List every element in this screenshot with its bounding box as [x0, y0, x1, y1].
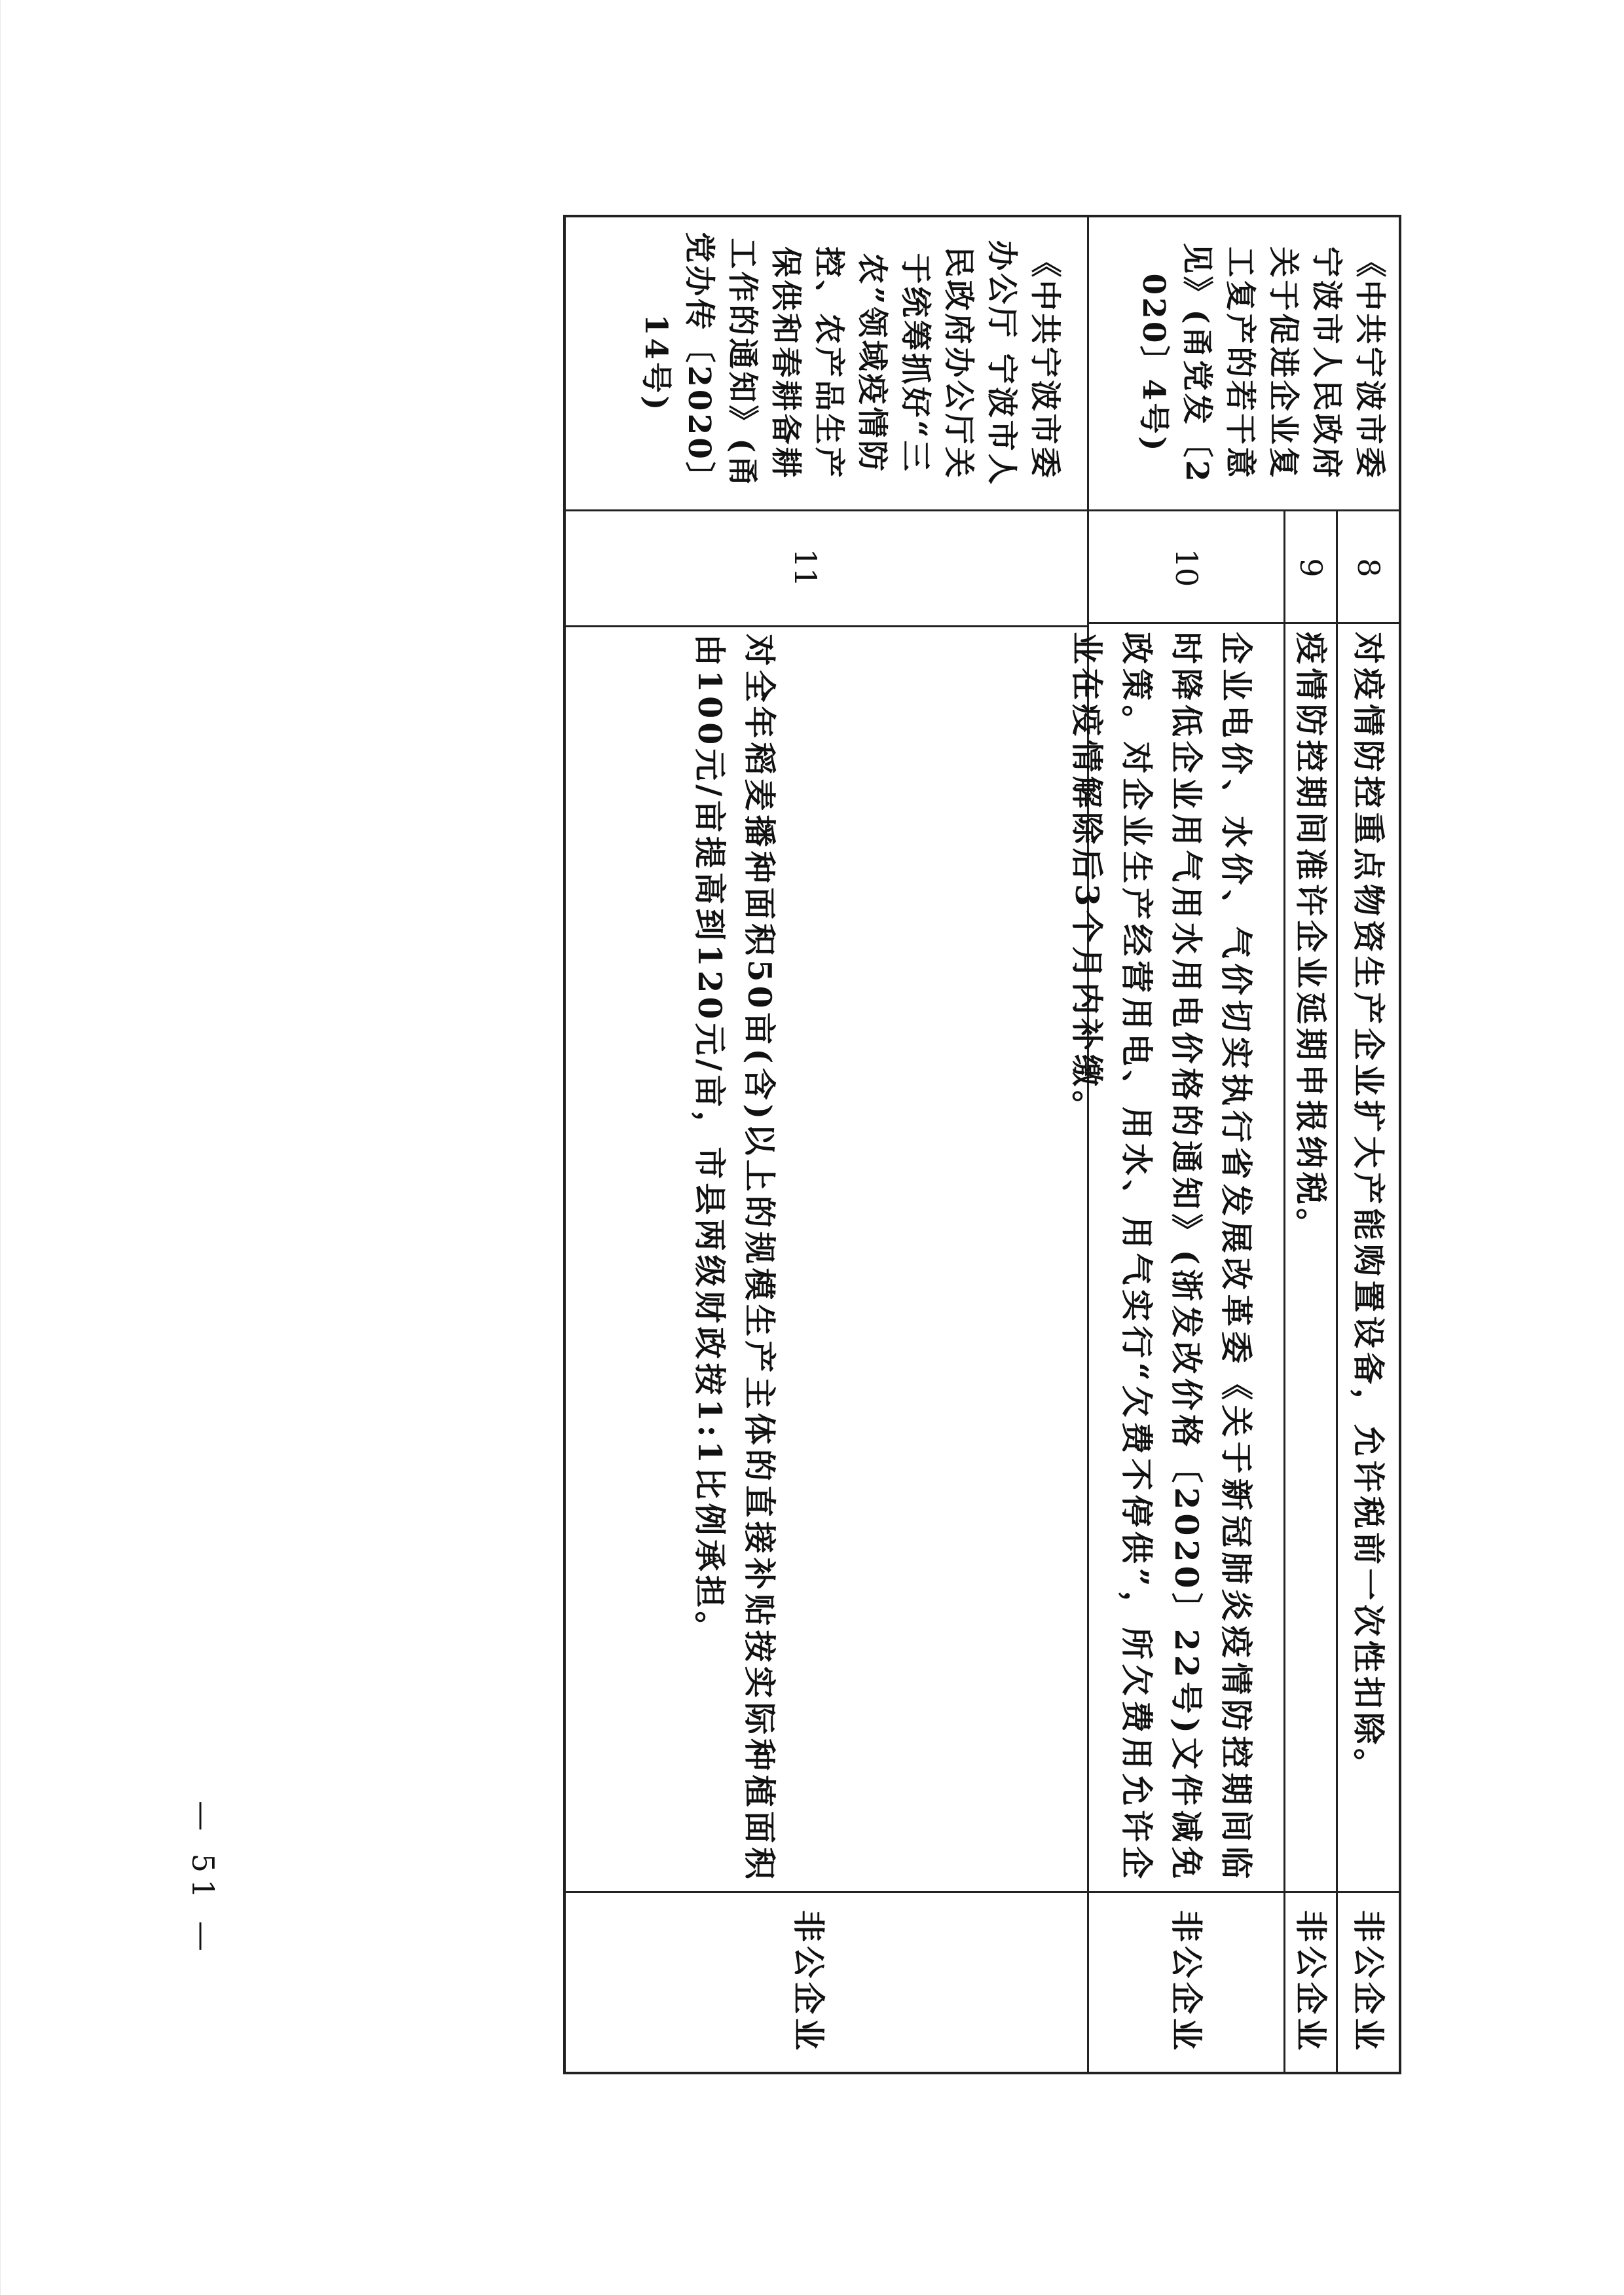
row-scope: 非公企业 — [1350, 1909, 1388, 2054]
row-10-content-cell — [1068, 625, 1283, 1889]
page-number — [164, 1781, 242, 1977]
row-9-content-cell — [1285, 625, 1336, 1889]
row-8-content-cell — [1338, 625, 1399, 1889]
table-border-top — [563, 215, 1401, 217]
row-content: 疫情防控期间准许企业延期申报纳税。 — [1292, 632, 1330, 1245]
row-11-content-cell — [567, 627, 1086, 1890]
row-9-scope-cell — [1285, 1894, 1336, 2070]
row-content: 企业电价、水价、气价切实执行省发展改革委《关于新冠肺炎疫情防控期间临时降低企业用气用水用电价格的通知》(浙发改价格〔2020〕22号)文件减免政策。对企业生产经营用电、用水、用气实行“欠费不停供”，所欠费用允许企业在疫情解除后3个月内补缴。 — [1068, 632, 1255, 1882]
column-separator-scope — [563, 1891, 1401, 1893]
row-11-scope-cell — [773, 1894, 845, 2070]
row-9-number-cell — [1285, 512, 1336, 623]
row-scope: 非公企业 — [790, 1909, 828, 2054]
row-content — [567, 627, 1086, 1890]
row-number: 9 — [1293, 558, 1329, 578]
row-separator-8-9 — [1336, 509, 1338, 2074]
source-document-cell-2 — [567, 219, 1084, 507]
source-document-text-2: 《中共宁波市委办公厅 宁波市人民政府办公厅关于统筹抓好“三农”领域疫情防控、农产品生产保供和春耕备耕工作的通知》(甬党办传〔2020〕14号) — [638, 232, 1063, 495]
row-number: 8 — [1351, 558, 1386, 578]
row-scope: 非公企业 — [1168, 1909, 1206, 2054]
table-border-bottom — [563, 2072, 1401, 2074]
table-border-right — [1399, 215, 1401, 2074]
row-8-scope-cell — [1338, 1894, 1399, 2070]
row-content-text: 对全年稻麦播种面积50亩(含)以上的规模生产主体的直接补贴按实际种植面积由100元/亩提高到120元/亩，市县两级财政按1:1比例承担。 — [691, 634, 779, 1883]
row-11-number-cell — [773, 512, 838, 623]
table-border-left — [563, 215, 566, 2074]
source-document-text-1: 《中共宁波市委宁波市人民政府关于促进企业复工复产的若干意见》(甬党发〔2020〕4号) — [1135, 242, 1388, 485]
row-10-scope-cell — [1089, 1894, 1283, 2070]
row-number: 11 — [788, 548, 823, 587]
row-content: 对疫情防控重点物资生产企业扩大产能购置设备，允许税前一次性扣除。 — [1350, 632, 1388, 1785]
page-number-text: — 51 — — [185, 1801, 221, 1958]
row-number: 10 — [1169, 548, 1204, 587]
column-separator-document — [563, 509, 1401, 511]
row-scope: 非公企业 — [1292, 1909, 1330, 2054]
row-8-number-cell — [1338, 512, 1399, 623]
row-10-number-cell — [1089, 512, 1283, 623]
source-document-cell-1 — [1092, 219, 1397, 507]
